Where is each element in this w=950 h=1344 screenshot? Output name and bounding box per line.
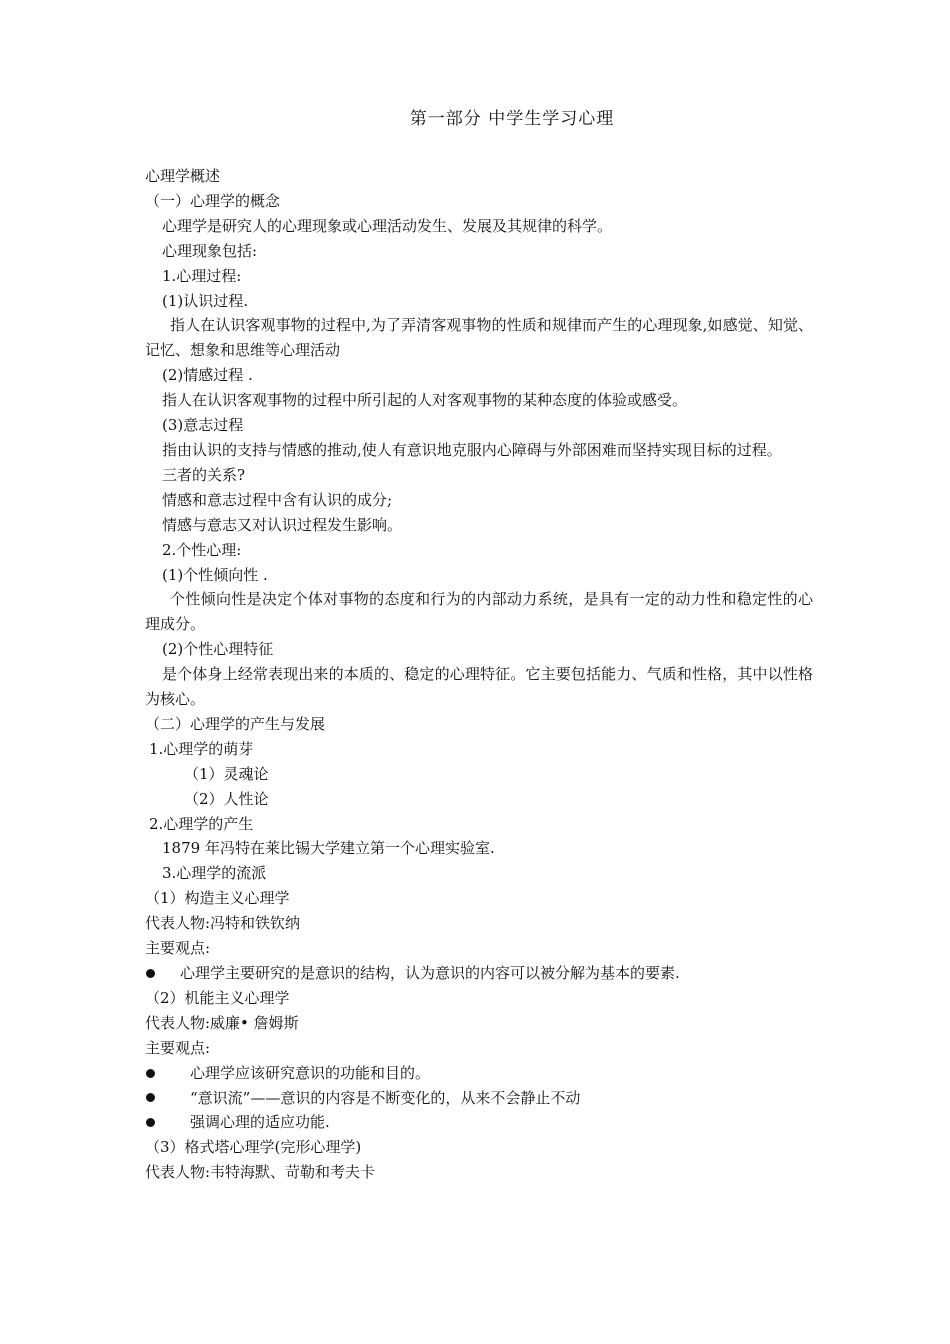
bullet-text: “意识流”——意识的内容是不断变化的，从来不会静止不动 bbox=[190, 1088, 581, 1107]
subsection-heading: （一）心理学的概念 bbox=[145, 191, 281, 210]
list-item: （1）灵魂论 bbox=[184, 764, 269, 783]
bullet-item bbox=[145, 1061, 813, 1086]
list-heading: 3.心理学的流派 bbox=[162, 864, 267, 883]
list-item: (2)个性心理特征 bbox=[162, 640, 274, 659]
paragraph: 情感与意志又对认识过程发生影响。 bbox=[162, 515, 403, 534]
paragraph: 是个体身上经常表现出来的本质的、稳定的心理特征。它主要包括能力、气质和性格，其中以性格为核心。 bbox=[145, 665, 813, 709]
document-body bbox=[145, 164, 813, 1185]
paragraph: 个性倾向性是决定个体对事物的态度和行为的内部动力系统，是具有一定的动力性和稳定性的心理成分。 bbox=[145, 590, 813, 634]
paragraph: 主要观点: bbox=[145, 939, 211, 958]
list-item: （2）机能主义心理学 bbox=[145, 988, 290, 1007]
subsection-heading: （二）心理学的产生与发展 bbox=[145, 714, 326, 733]
paragraph: 代表人物:冯特和铁钦纳 bbox=[145, 914, 301, 933]
paragraph: 指人在认识客观事物的过程中所引起的人对客观事物的某种态度的体验或感受。 bbox=[162, 391, 688, 410]
list-heading: 2.个性心理: bbox=[162, 540, 242, 559]
bullet-text: 强调心理的适应功能. bbox=[190, 1113, 330, 1132]
bullet-icon bbox=[146, 1118, 155, 1127]
bullet-icon bbox=[146, 1093, 155, 1102]
list-heading: 1.心理学的萌芽 bbox=[149, 739, 254, 758]
list-item: （2）人性论 bbox=[184, 789, 269, 808]
paragraph: 情感和意志过程中含有认识的成分; bbox=[162, 490, 393, 509]
bullet-item bbox=[145, 961, 813, 986]
list-item: (1)认识过程. bbox=[162, 291, 249, 310]
bullet-text: 心理学主要研究的是意识的结构，认为意识的内容可以被分解为基本的要素. bbox=[180, 964, 680, 982]
section-heading: 心理学概述 bbox=[145, 167, 221, 185]
bullet-item bbox=[145, 1110, 813, 1135]
list-item: (3)意志过程 bbox=[162, 416, 244, 435]
list-item: （3）格式塔心理学(完形心理学) bbox=[145, 1138, 362, 1157]
list-item: (2)情感过程 . bbox=[162, 366, 253, 385]
list-heading: 2.心理学的产生 bbox=[149, 814, 254, 833]
bullet-icon bbox=[146, 1069, 155, 1078]
list-heading: 1.心理过程: bbox=[162, 266, 242, 285]
paragraph: 指人在认识客观事物的过程中,为了弄清客观事物的性质和规律而产生的心理现象,如感觉、知觉、记忆、想象和思维等心理活动 bbox=[145, 316, 813, 360]
bullet-icon bbox=[146, 969, 155, 978]
paragraph: 心理现象包括: bbox=[162, 241, 258, 260]
paragraph: 心理学是研究人的心理现象或心理活动发生、发展及其规律的科学。 bbox=[162, 216, 613, 235]
list-item: (1)个性倾向性 . bbox=[162, 565, 268, 584]
paragraph: 1879 年冯特在莱比锡大学建立第一个心理实验室. bbox=[162, 839, 495, 858]
paragraph: 主要观点: bbox=[145, 1038, 211, 1057]
page-title: 第一部分 中学生学习心理 bbox=[409, 109, 615, 129]
list-item: （1）构造主义心理学 bbox=[145, 889, 290, 908]
bullet-item bbox=[145, 1086, 813, 1111]
bullet-text: 心理学应该研究意识的功能和目的。 bbox=[190, 1063, 431, 1082]
paragraph: 指由认识的支持与情感的推动,使人有意识地克服内心障碍与外部困难而坚持实现目标的过程。 bbox=[162, 440, 782, 459]
paragraph: 代表人物:韦特海默、苛勒和考夫卡 bbox=[145, 1163, 376, 1182]
paragraph: 代表人物:威廉• 詹姆斯 bbox=[145, 1013, 299, 1032]
paragraph: 三者的关系? bbox=[162, 465, 246, 484]
